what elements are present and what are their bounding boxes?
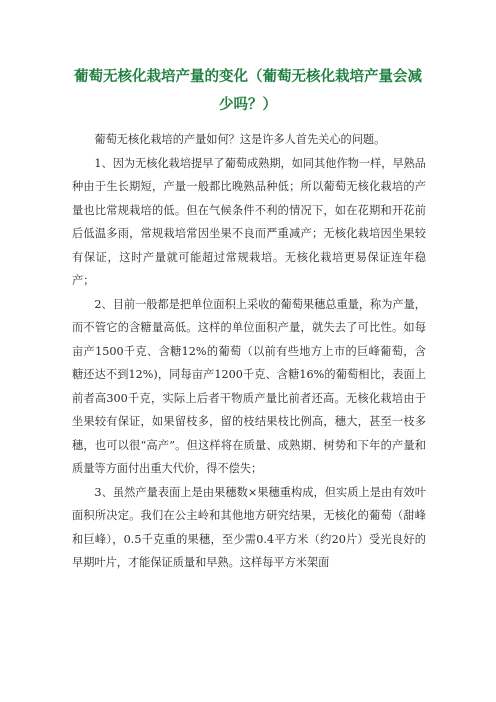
document-title: 葡萄无核化栽培产量的变化（葡萄无核化栽培产量会减少吗？） (74, 69, 422, 113)
paragraph-intro: 葡萄无核化栽培的产量如何？这是许多人首先关心的问题。 (94, 133, 386, 146)
paragraph-point-2: 2、目前一般都是把单位面积上采收的葡萄果穗总重量，称为产量，而不管它的含糖量高低。这样的单位面积产量，就失去了可比性。如每亩产1500千克、含糖12%的葡萄（以前有些地方上市的巨峰葡萄，含糖还达不到12%)，同每亩产1200千克、含糖16%的葡萄相比，表面上前者高300千克，实际上后者干物质产量比前者还高。无核化栽培由于坐果较有保证，如果留枝多，留的枝结果枝比例高，穗大，甚至一枝多穗，也可以很“高产”。但这样将在质量、成熟期、树势和下年的产量和质量等方面付出重大代价，得不偿失； (72, 297, 426, 475)
paragraph-point-3: 3、虽然产量表面上是由果穗数×果穗重构成，但实质上是由有效叶面积所决定。我们在公主岭和其他地方研究结果，无核化的葡萄（甜峰和巨峰），0.5千克重的果穗，至少需0.4平方米（约20片）受光良好的早期叶片，才能保证质量和早熟。这样每平方米架面 (72, 485, 426, 569)
paragraph-point-1: 1、因为无核化栽培提早了葡萄成熟期，如同其他作物一样，早熟品种由于生长期短，产量一般都比晚熟品种低；所以葡萄无核化栽培的产量也比常规栽培的低。但在气候条件不利的情况下，如在花期和开花前后低温多雨，常规栽培常因坐果不良而严重减产；无核化栽培因坐果较有保证，这时产量就可能超过常规栽培。无核化栽培更易保证连年稳产； (72, 156, 426, 287)
document-body (72, 128, 426, 575)
